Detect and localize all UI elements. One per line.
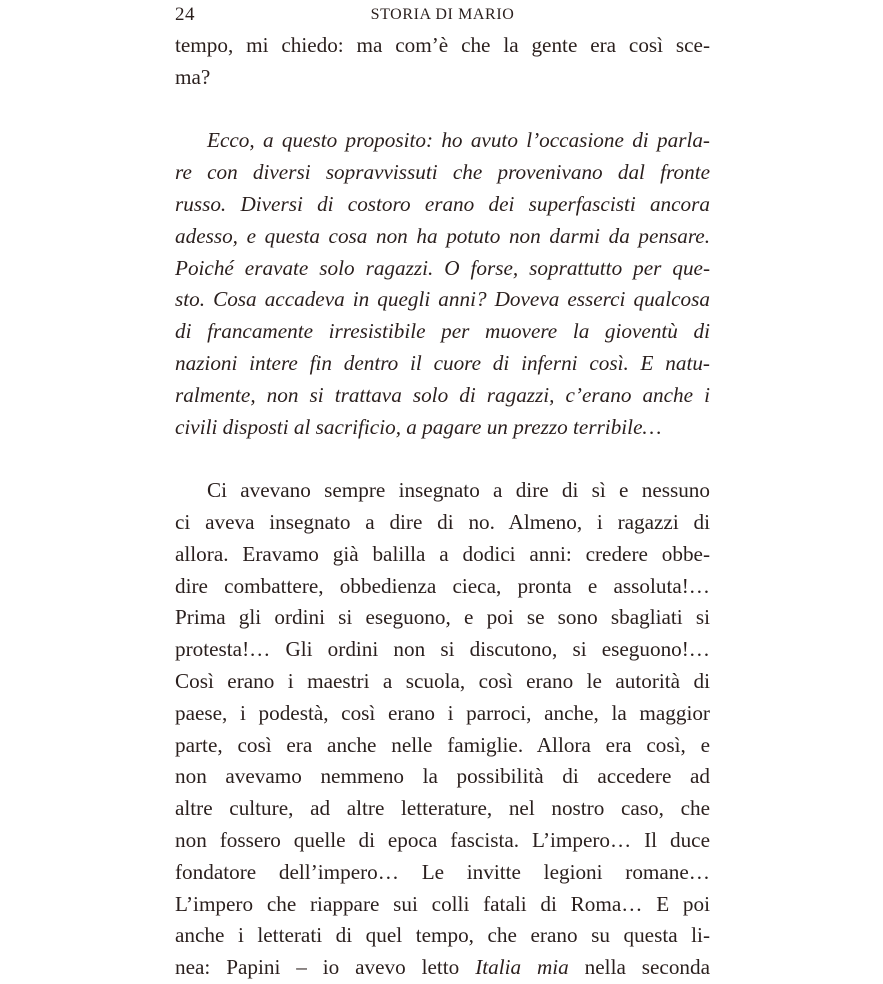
text-line: di francamente irresistibile per muovere la gioventù di [175,319,710,344]
text-line: non avevamo nemmeno la possibilità di accedere ad [175,764,710,789]
text-line: non fossero quelle di epoca fascista. L’impero… Il duce [175,827,710,852]
text-line: sto. Cosa accadeva in quegli anni? Doveva esserci qualcosa [175,287,710,312]
text-line: fondatore dell’impero… Le invitte legioni romane… [175,859,710,884]
text-line: ma? [175,64,211,89]
text-line: Così erano i maestri a scuola, così erano le autorità di [175,668,710,693]
running-head [175,4,710,28]
book-title: STORIA DI MARIO [370,6,515,23]
text-line: Ci avevano sempre insegnato a dire di sì e nessuno [207,478,710,503]
text-line: altre culture, ad altre letterature, nel nostro caso, che [175,796,710,821]
body-text [175,30,710,984]
text-line: anche i letterati di quel tempo, che erano su questa li- [175,923,710,948]
text-line: allora. Eravamo già balilla a dodici anni: credere obbe- [175,541,710,566]
text-line: protesta!… Gli ordini non si discutono, si eseguono!… [175,637,710,662]
text-line: civili disposti al sacrificio, a pagare un prezzo terribile… [175,414,662,439]
text-line: nazioni intere fin dentro il cuore di inferni così. E natu- [175,350,710,375]
text-line: paese, i podestà, così erano i parroci, anche, la maggior [175,700,710,725]
text-line: dire combattere, obbedienza cieca, pronta e assoluta!… [175,573,710,598]
text-line: Poiché eravate solo ragazzi. O forse, soprattutto per que- [175,255,710,280]
paragraph-gap [175,94,710,126]
text-line: parte, così era anche nelle famiglie. Allora era così, e [175,732,710,757]
text-run: nella seconda [568,955,711,980]
text-run: nea: Papini – io avevo letto [175,955,476,980]
text-line: Prima gli ordini si eseguono, e poi se sono sbagliati si [175,605,710,630]
answer-paragraph [175,475,710,984]
text-line: adesso, e questa cosa non ha potuto non darmi da pensare. [175,223,710,248]
text-line: ralmente, non si trattava solo di ragazzi, c’erano anche i [175,382,710,407]
italic-paragraph [175,125,710,443]
paragraph-gap [175,443,710,475]
text-line [175,952,710,984]
text-line: L’impero che riappare sui colli fatali di Roma… E poi [175,891,710,916]
text-line: Ecco, a questo proposito: ho avuto l’occasione di parla- [207,128,710,153]
page-number: 24 [175,4,195,25]
text-line: re con diversi sopravvissuti che provenivano dal fronte [175,160,710,185]
text-line: ci aveva insegnato a dire di no. Almeno, i ragazzi di [175,509,710,534]
book-title-italic: Italia mia [475,955,569,980]
text-line: tempo, mi chiedo: ma com’è che la gente era così sce- [175,33,710,57]
text-line: russo. Diversi di costoro erano dei superfascisti ancora [175,191,710,216]
